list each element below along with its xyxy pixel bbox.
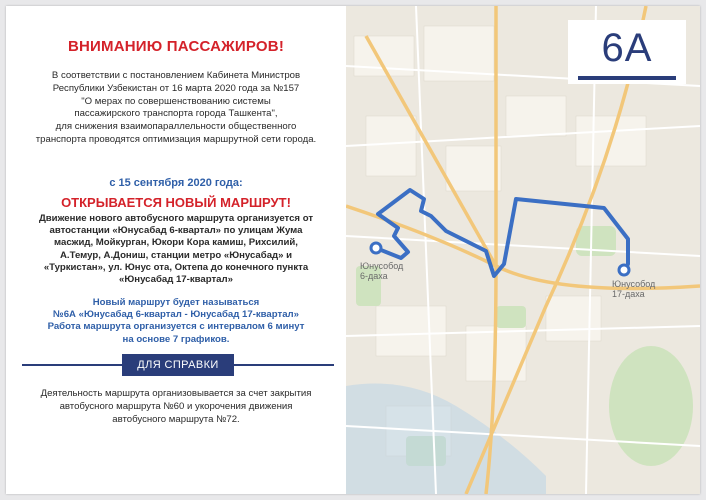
notice-poster bbox=[6, 6, 700, 494]
terminal-west-label-line: 6-даха bbox=[360, 271, 388, 281]
info-line: Работа маршрута организуется с интервалом 6 минут bbox=[47, 321, 305, 333]
footer-line: автобусного маршрута №60 и укорочения движения bbox=[59, 400, 293, 412]
intro-line: Республики Узбекистан от 16 марта 2020 года за №157 bbox=[52, 82, 300, 94]
intro-line: транспорта проводятся оптимизация маршрутной сети города. bbox=[35, 133, 317, 145]
route-map bbox=[346, 6, 700, 494]
route-details bbox=[16, 213, 336, 286]
terminal-west-label bbox=[360, 261, 403, 281]
info-line: на основе 7 графиков. bbox=[122, 333, 230, 345]
intro-line: пассажирского транспорта города Ташкента", bbox=[74, 108, 278, 120]
new-route-heading: ОТКРЫВАЕТСЯ НОВЫЙ МАРШРУТ! bbox=[61, 195, 291, 210]
info-line: №6А «Юнусабад 6-квартал - Юнусабад 17-квартал» bbox=[53, 309, 299, 321]
footer-line: автобусного маршрута №72. bbox=[112, 413, 240, 425]
details-line: «Юнусабад 17-квартал» bbox=[119, 274, 233, 286]
intro-line: для снижения взаимопараллельности общественного bbox=[55, 121, 297, 133]
terminal-east-label bbox=[612, 279, 655, 299]
footer-paragraph bbox=[20, 388, 332, 426]
intro-line: В соответствии с постановлением Кабинета Министров bbox=[51, 70, 301, 81]
footer-line: Деятельность маршрута организовывается за счет закрытия bbox=[40, 388, 312, 399]
notice-text-panel bbox=[6, 6, 346, 494]
details-line: масжид, Мойкурган, Юкори Кора камиш, Рихсилий, bbox=[54, 237, 298, 249]
route-info bbox=[16, 297, 336, 346]
reference-label: ДЛЯ СПРАВКИ bbox=[122, 354, 234, 376]
terminal-west-label-line: Юнусобод bbox=[360, 261, 404, 271]
terminal-east-marker bbox=[619, 265, 629, 275]
start-date: с 15 сентября 2020 года: bbox=[109, 177, 243, 189]
details-line: А.Темур, А.Дониш, станции метро «Юнусабад» и bbox=[59, 249, 293, 261]
route-number: 6А bbox=[601, 26, 653, 70]
route-number-badge bbox=[568, 20, 686, 84]
details-line: Движение нового автобусного маршрута организуется от bbox=[38, 213, 314, 224]
terminal-west-marker bbox=[371, 243, 381, 253]
intro-paragraph bbox=[20, 70, 332, 147]
intro-line: "О мерах по совершенствованию системы bbox=[81, 95, 271, 107]
badge-underline bbox=[578, 76, 676, 80]
terminal-east-label-line: Юнусобод bbox=[612, 279, 656, 289]
reference-divider bbox=[22, 354, 334, 376]
terminal-east-label-line: 17-даха bbox=[612, 289, 645, 299]
notice-title: ВНИМАНИЮ ПАССАЖИРОВ! bbox=[67, 38, 285, 55]
info-line: Новый маршрут будет называться bbox=[92, 297, 260, 308]
details-line: «Туркистан», ул. Юнус ота, Октепа до конечного пункта bbox=[43, 261, 309, 273]
details-line: автостанции «Юнусабад 6-квартал» по улицам Жума bbox=[49, 225, 303, 237]
